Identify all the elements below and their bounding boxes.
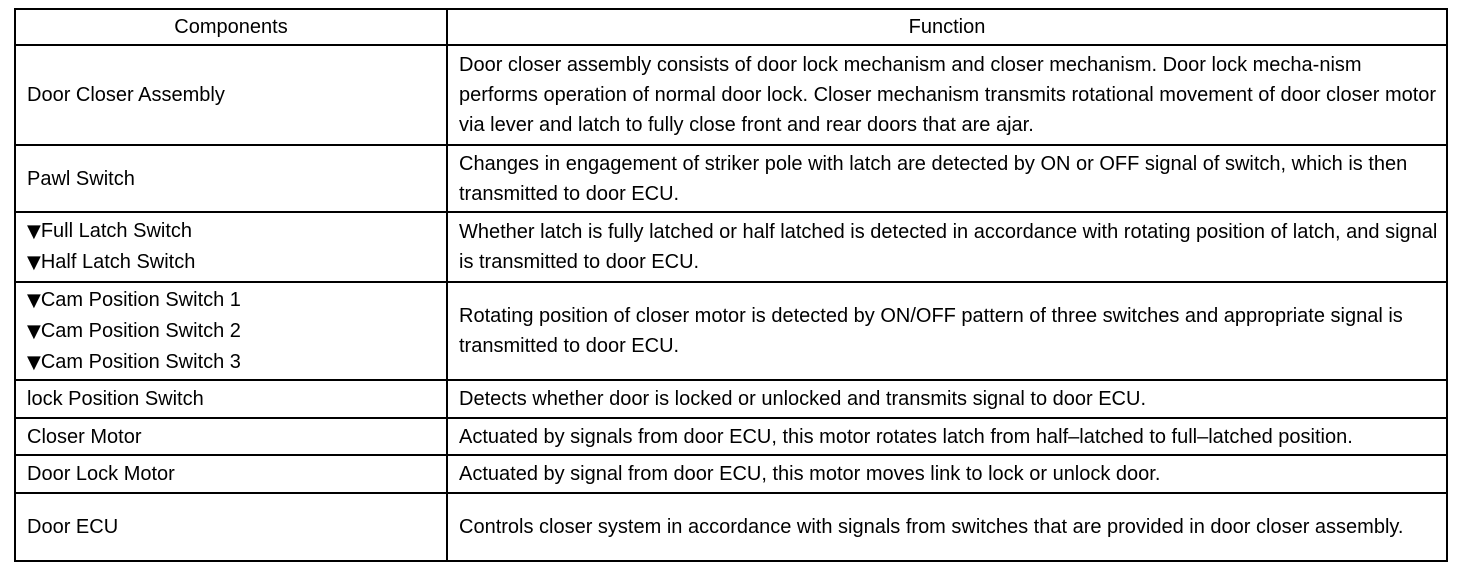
function-cell: Detects whether door is locked or unlocked and transmits signal to door ECU. <box>447 380 1447 418</box>
component-name: Pawl Switch <box>27 167 135 190</box>
component-name: Door Lock Motor <box>27 463 175 485</box>
component-name: Door Closer Assembly <box>27 84 225 106</box>
table-row <box>15 145 1447 212</box>
component-cell <box>15 455 447 493</box>
table-row <box>15 493 1447 561</box>
component-line <box>27 247 438 278</box>
triangle-marker-icon: ▼ <box>27 320 41 342</box>
triangle-marker-icon: ▼ <box>27 289 41 311</box>
header-row <box>15 9 1447 45</box>
component-cell <box>15 418 447 455</box>
component-name: Cam Position Switch 2 <box>40 319 241 342</box>
component-name: Full Latch Switch <box>40 220 193 242</box>
function-cell: Actuated by signals from door ECU, this motor rotates latch from half–latched to full–latched position. <box>447 418 1447 455</box>
component-name: Closer Motor <box>27 425 142 448</box>
component-name: Half Latch Switch <box>40 251 196 273</box>
function-cell: Door closer assembly consists of door lock mechanism and closer mechanism. Door lock mecha-nism performs operation of normal door lock. Closer mechanism transmits rotational movement of door closer motor via lever and latch to fully close front and rear doors that are ajar. <box>447 45 1447 145</box>
table-row <box>15 282 1447 380</box>
component-cell <box>15 380 447 418</box>
component-line <box>27 316 438 347</box>
component-name: Door ECU <box>27 516 119 538</box>
function-cell: Rotating position of closer motor is detected by ON/OFF pattern of three switches and appropriate signal is transmitted to door ECU. <box>447 282 1447 380</box>
table-row <box>15 455 1447 493</box>
header-components: Components <box>15 9 447 45</box>
component-line <box>27 216 438 247</box>
triangle-marker-icon: ▼ <box>27 252 41 273</box>
function-cell: Actuated by signal from door ECU, this motor moves link to lock or unlock door. <box>447 455 1447 493</box>
header-function: Function <box>447 9 1447 45</box>
component-cell <box>15 282 447 380</box>
component-line <box>27 347 438 378</box>
triangle-marker-icon: ▼ <box>27 221 41 242</box>
component-cell <box>15 212 447 282</box>
function-cell: Whether latch is fully latched or half latched is detected in accordance with rotating position of latch, and signal is transmitted to door ECU. <box>447 212 1447 282</box>
triangle-marker-icon: ▼ <box>27 351 41 373</box>
table-row <box>15 45 1447 145</box>
table-row <box>15 212 1447 282</box>
components-function-table <box>14 8 1448 562</box>
component-cell <box>15 493 447 561</box>
table-row <box>15 418 1447 455</box>
component-name: lock Position Switch <box>27 388 204 410</box>
table-row <box>15 380 1447 418</box>
component-name: Cam Position Switch 1 <box>40 288 241 311</box>
component-cell <box>15 45 447 145</box>
function-cell: Controls closer system in accordance with signals from switches that are provided in door closer assembly. <box>447 493 1447 561</box>
component-line <box>27 285 438 316</box>
function-cell: Changes in engagement of striker pole with latch are detected by ON or OFF signal of switch, which is then transmitted to door ECU. <box>447 145 1447 212</box>
component-name: Cam Position Switch 3 <box>40 350 241 373</box>
component-cell <box>15 145 447 212</box>
